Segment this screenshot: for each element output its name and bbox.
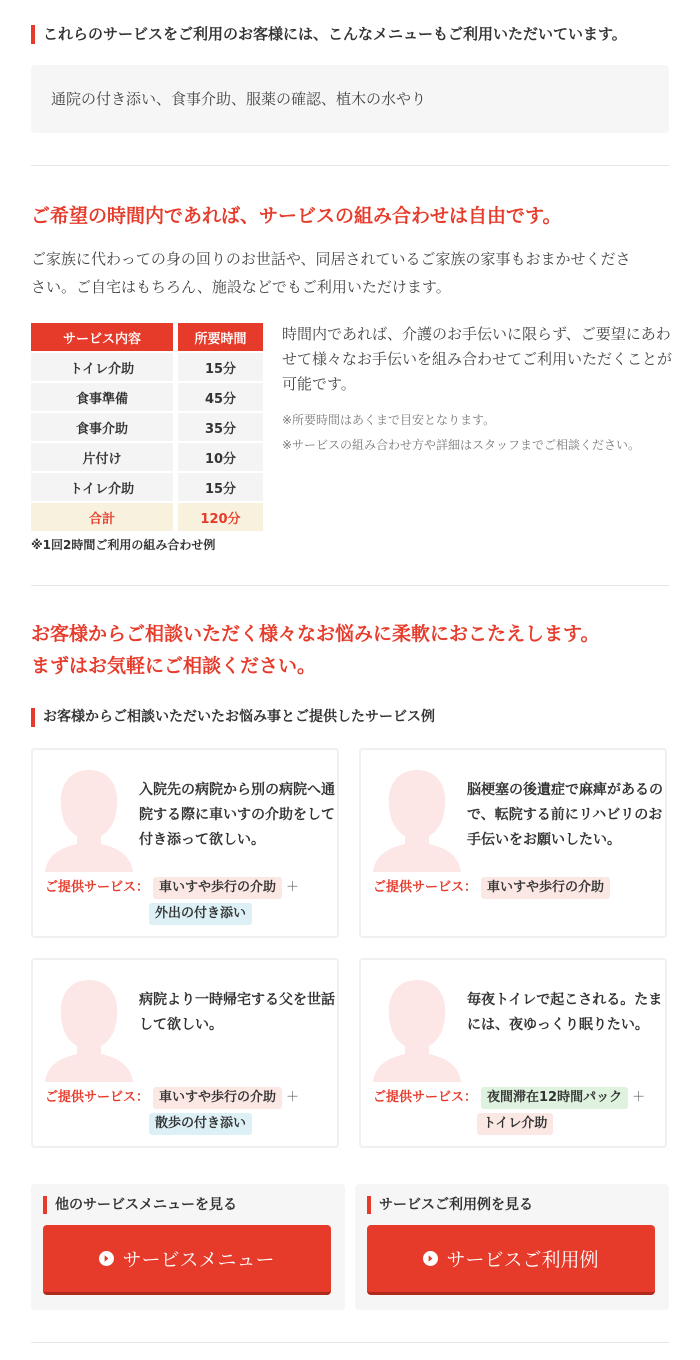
usage-examples-link-heading: サービスご利用例を見る [367,1196,533,1214]
service-tag: 夜間滞在12時間パック [481,1087,628,1109]
divider [31,585,669,586]
plus-sign: ＋ [286,1090,300,1105]
usage-examples-button[interactable] [367,1225,655,1295]
service-tag: 車いすや歩行の介助 [153,877,282,899]
provided-services [45,1086,335,1136]
provided-label: ご提供サービス： [45,1090,150,1105]
table-cell-time: 45分 [178,383,263,411]
note-consult: ※サービスの組み合わせ方や詳細はスタッフまでご相談ください。 [282,438,641,452]
provided-label: ご提供サービス： [373,1090,478,1105]
person-silhouette-icon [45,974,133,1082]
case-text: 病院より一時帰宅する父を世話して欲しい。 [139,992,335,1033]
table-cell-time: 10分 [178,443,263,471]
consult-title [31,618,599,682]
table-total-time: 120分 [178,503,263,531]
service-tag: 車いすや歩行の介助 [153,1087,282,1109]
table-header-service: サービス内容 [31,323,173,351]
table-row [31,443,263,471]
table-header-row [31,323,263,351]
other-menu-box: 通院の付き添い、食事介助、服薬の確認、植木の水やり [31,65,669,133]
service-combination-table [31,321,263,533]
case-card [359,958,667,1148]
table-row [31,383,263,411]
table-cell-time: 15分 [178,353,263,381]
service-tag: トイレ介助 [477,1113,553,1135]
case-card [31,958,339,1148]
person-silhouette-icon [373,974,461,1082]
service-menu-button[interactable] [43,1225,331,1295]
service-menu-button-label: サービスメニュー [122,1249,275,1271]
case-text: 毎夜トイレで起こされる。たまには、夜ゆっくり眠りたい。 [467,992,663,1033]
service-tag: 外出の付き添い [149,903,252,925]
service-menu-link-box [31,1184,345,1310]
table-cell-service: 食事準備 [31,383,173,411]
table-cell-service: トイレ介助 [31,473,173,501]
table-header-time: 所要時間 [178,323,263,351]
plus-sign: ＋ [632,1090,646,1105]
provided-label: ご提供サービス： [373,880,478,895]
combination-lead-line1: ご家族に代わっての身の回りのお世話や、同居されているご家族の家事もおまかせくださ [31,250,631,268]
service-menu-link-heading: 他のサービスメニューを見る [43,1196,237,1214]
table-row [31,473,263,501]
plus-sign: ＋ [286,880,300,895]
provided-services [373,1086,663,1136]
combination-title: ご希望の時間内であれば、サービスの組み合わせは自由です。 [31,205,562,227]
table-row [31,413,263,441]
table-cell-service: 片付け [31,443,173,471]
person-silhouette-icon [373,764,461,872]
table-total-label: 合計 [31,503,173,531]
case-examples-heading: お客様からご相談いただいたお悩み事とご提供したサービス例 [31,707,671,729]
circle-arrow-icon [423,1251,438,1266]
table-row [31,353,263,381]
case-text: 脳梗塞の後遺症で麻痺があるので、転院する前にリハビリのお手伝いをお願いしたい。 [467,782,663,848]
provided-services [45,876,335,926]
person-silhouette-icon [45,764,133,872]
consult-title-line1: お客様からご相談いただく様々なお悩みに柔軟におこたえします。 [31,623,600,645]
table-note: ※1回2時間ご利用の組み合わせ例 [31,538,216,552]
usage-examples-button-label: サービスご利用例 [446,1249,599,1271]
table-cell-service: トイレ介助 [31,353,173,381]
circle-arrow-icon [99,1251,114,1266]
other-menu-heading: これらのサービスをご利用のお客様には、こんなメニューもご利用いただいています。 [31,24,671,46]
divider [31,165,669,166]
provided-label: ご提供サービス： [45,880,150,895]
combination-lead-line2: さい。ご自宅はもちろん、施設などでもご利用いただけます。 [31,278,451,296]
table-cell-time: 35分 [178,413,263,441]
case-card [31,748,339,938]
service-tag: 車いすや歩行の介助 [481,877,610,899]
table-cell-time: 15分 [178,473,263,501]
consult-title-line2: まずはお気軽にご相談ください。 [31,655,317,677]
service-tag: 散歩の付き添い [149,1113,252,1135]
usage-examples-link-box [355,1184,669,1310]
case-text: 入院先の病院から別の病院へ通院する際に車いすの介助をして付き添って欲しい。 [139,782,335,848]
note-duration: ※所要時間はあくまで目安となります。 [282,413,496,427]
combination-description: 時間内であれば、介護のお手伝いに限らず、ご要望にあわせて様々なお手伝いを組み合わせてご利用いただくことが可能です。 [282,325,673,393]
table-total-row [31,503,263,531]
provided-services [373,876,663,900]
table-cell-service: 食事介助 [31,413,173,441]
divider [31,1342,669,1343]
case-card [359,748,667,938]
